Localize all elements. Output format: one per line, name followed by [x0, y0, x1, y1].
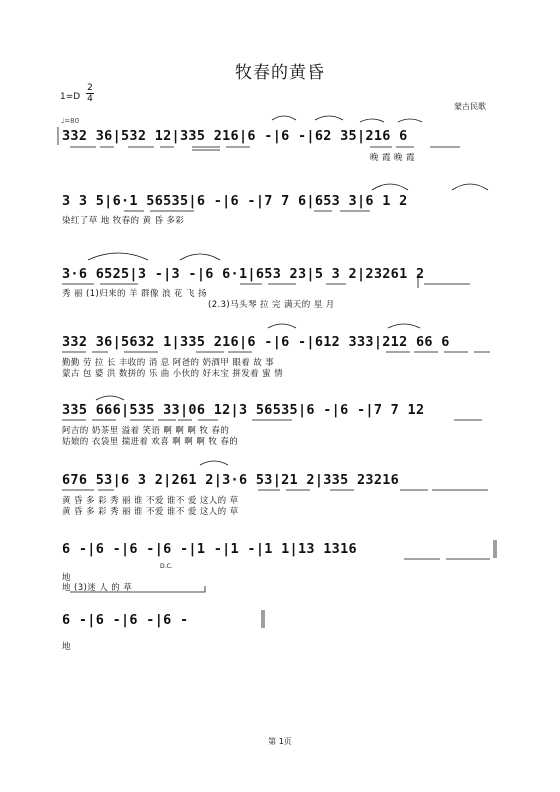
beam-lines-row-1b	[192, 147, 460, 150]
lyrics-row-8: 地	[62, 642, 71, 652]
time-signature-bottom: 4	[87, 94, 93, 104]
da-capo-marking: D.C.	[160, 563, 173, 570]
lyrics-row-1: 晚 霞 晚 霞	[370, 153, 415, 163]
lyrics-row-4a: 勤勤 劳 拉 长 丰收的 消 息 阿爸的 奶酒甲 眼着 故 事	[62, 358, 275, 368]
key-signature: 1=D	[60, 92, 81, 102]
composer-credit: 蒙古民歌	[454, 102, 486, 111]
final-barline-row-7	[494, 540, 496, 558]
lyrics-row-4b: 蒙古 包 婆 洪 数拼的 乐 曲 小伙的 好末宝 拼发着 蜜 情	[62, 369, 284, 379]
final-barline-row-8	[262, 610, 264, 628]
notation-row-7: 6 -|6 -|6 -|6 -|1 -|1 -|1 1|13 1316	[62, 541, 357, 557]
lyrics-row-2: 染红了草 地 牧春的 黄 昏 多彩	[62, 216, 185, 226]
notation-row-5: 335 666|535 33|06 12|3 56535|6 -|6 -|7 7 12	[62, 402, 425, 418]
lyrics-row-5b: 姑娘的 衣袋里 揣进着 欢喜 啊 啊 啊 牧 春的	[62, 437, 239, 447]
lyrics-row-5a: 阿吉的 奶茶里 溢着 笑语 啊 啊 啊 牧 春的	[62, 426, 230, 436]
notation-row-6: 676 53|6 3 2|261 2|3·6 53|21 2|335 23216	[62, 472, 400, 488]
slur-marks	[88, 184, 488, 465]
lyrics-row-7b: 地 (3)迷 人 的 草	[62, 583, 133, 593]
time-signature-top: 2	[87, 83, 93, 93]
lyrics-row-3b: (2.3)马头琴 拉 完 满天的 星 月	[208, 300, 335, 310]
tempo-marking: ♩=80	[61, 117, 80, 125]
slur-marks-row-1	[272, 116, 422, 122]
notation-row-3: 3·6 6525|3 -|3 -|6 6·1|653 23|5 3 2|23261 2	[62, 266, 425, 282]
notation-row-1: 332 36|532 12|335 216|6 -|6 -|62 35|216 6	[62, 128, 408, 144]
notation-row-4: 332 36|5632 1|335 216|6 -|6 -|612 333|212 66 6	[62, 334, 450, 350]
lyrics-row-6a: 黄 昏 多 彩 秀 丽 谁 不爱 谁不 爱 这人的 草	[62, 496, 239, 506]
lyrics-row-7a: 地	[62, 573, 71, 583]
notation-row-2: 3 3 5|6·1 56535|6 -|6 -|7 7 6|653 3|6 1 2	[62, 193, 408, 209]
lyrics-row-3a: 秀 丽 (1)归来的 羊 群像 浪 花 飞 扬	[62, 289, 207, 299]
page-number: 第 1页	[268, 737, 292, 746]
notation-row-8: 6 -|6 -|6 -|6 -	[62, 612, 189, 628]
song-title: 牧春的黄昏	[235, 63, 325, 83]
lyrics-row-6b: 黄 昏 多 彩 秀 丽 谁 不爱 谁不 爱 这人的 草	[62, 507, 239, 517]
time-signature	[86, 83, 94, 104]
